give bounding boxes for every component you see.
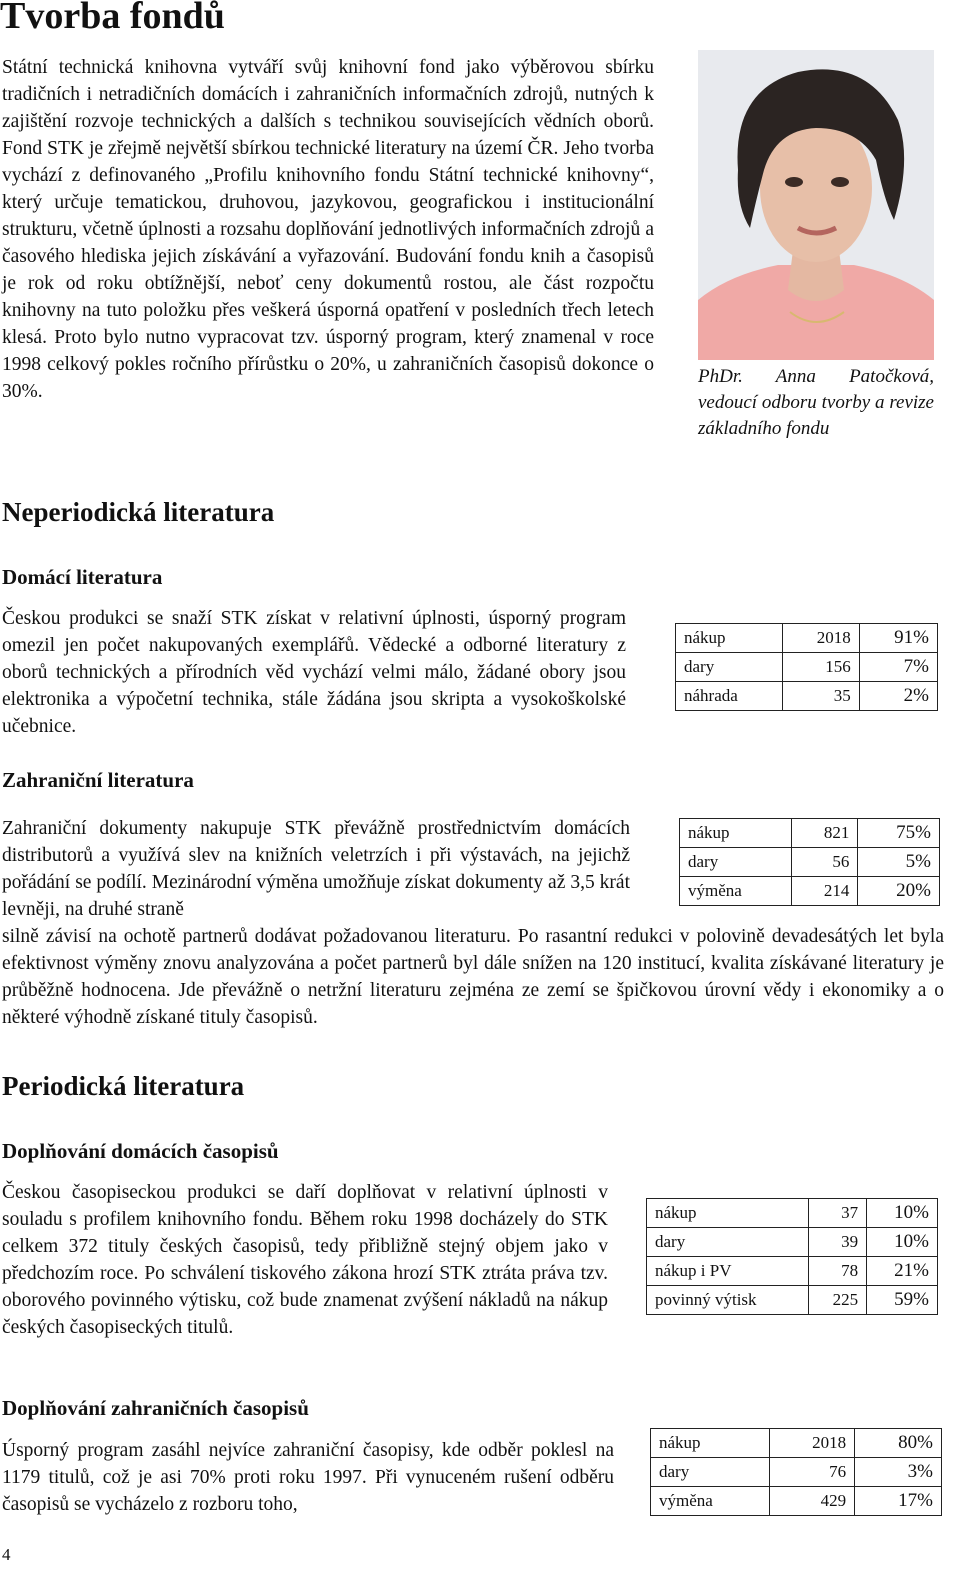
heading-domaci-literatura: Domácí literatura	[2, 565, 163, 589]
table-row: nákup 37 10%	[647, 1199, 938, 1228]
heading-neperiodicka: Neperiodická literatura	[2, 497, 275, 527]
zahranicni-literatura-text-a: Zahraniční dokumenty nakupuje STK převážně prostřednictvím domácích distributorů a využívá slev na knižních veletrzích i při výstavách, na jejichž pořádání se podílí. Mezinárodní výměna umožňuje získat dokumenty až 3,5 krát levněji, na druhé straně	[2, 818, 630, 920]
table-row: dary 76 3%	[651, 1458, 942, 1487]
table-row: nákup 2018 91%	[676, 624, 938, 653]
heading-zahranicni-literatura: Zahraniční literatura	[2, 768, 194, 792]
heading-periodicka: Periodická literatura	[2, 1071, 245, 1101]
photo-caption: PhDr. Anna Patočková, vedoucí odboru tvorby a revize základního fondu	[698, 366, 934, 439]
table-zahranicni-literatura	[679, 818, 940, 906]
table-row: nákup 2018 80%	[651, 1429, 942, 1458]
intro-paragraph: Státní technická knihovna vytváří svůj knihovní fond jako výběrovou sbírku tradičních i netradičních domácích i zahraničních informačních zdrojů, nutných k zajištění rozvoje technických a dalších s technikou souvisejících vědních oborů. Fond STK je zřejmě největší sbírkou technické literatury na území ČR. Jeho tvorba vychází z definovaného „Profilu knihovního fondu Státní technické knihovny“, který určuje tematickou, druhovou, jazykovou, geografickou i institucionální strukturu, včetně úplnosti a rozsahu doplňování jednotlivých informačních zdrojů a časového hlediska jejich získávání a vyřazování. Budování fondu knih a časopisů je rok od roku obtížnější, neboť ceny dokumentů rostou, ale část rozpočtu knihovny na tuto položku přes veškerá úsporná opatření v posledních třech letech klesá. Proto bylo nutno vypracovat tzv. úsporný program, který znamenal v roce 1998 celkový pokles ročního přírůstku o 20%, u zahraničních časopisů dokonce o 30%.	[2, 57, 654, 402]
table-row: nákup i PV 78 21%	[647, 1257, 938, 1286]
table-row: dary 56 5%	[680, 848, 940, 877]
table-row: dary 39 10%	[647, 1228, 938, 1257]
table-domaci-casopisy	[646, 1198, 938, 1315]
table-row: náhrada 35 2%	[676, 682, 938, 711]
domaci-literatura-text: Českou produkci se snaží STK získat v relativní úplnosti, úsporný program omezil jen počet nakupovaných exemplářů. Vědecké a odborné literatury z oborů technických a přírodních věd vychází velmi málo, žádané obory jsou elektronika a výpočetní technika, stále žádána jsou skripta a vysokoškolské učebnice.	[2, 608, 626, 737]
portrait-icon	[698, 50, 934, 360]
table-row: výměna 429 17%	[651, 1487, 942, 1516]
table-row: povinný výtisk 225 59%	[647, 1286, 938, 1315]
domaci-casopisy-text: Českou časopiseckou produkci se daří doplňovat v relativní úplnosti v souladu s profilem knihovního fondu. Během roku 1998 docházely do STK celkem 372 tituly českých časopisů, tedy přibližně stejný objem jako v předchozím roce. Po schválení tiskového zákona hrozí STK ztráta práva tzv. oborového povinného výtisku, což bude znamenat zvýšení nákladů na nákup českých časopiseckých titulů.	[2, 1182, 608, 1338]
zahranicni-casopisy-text: Úsporný program zasáhl nejvíce zahraniční časopisy, kde odběr poklesl na 1179 titulů, což je asi 70% proti roku 1997. Při vynuceném rušení odběru časopisů se vycházelo z rozboru toho,	[2, 1440, 614, 1515]
page-title: Tvorba fondů	[0, 0, 225, 37]
portrait-photo	[698, 50, 934, 360]
heading-domaci-casopisy: Doplňování domácích časopisů	[2, 1139, 279, 1163]
table-domaci-literatura	[675, 623, 938, 711]
table-zahranicni-casopisy	[650, 1428, 942, 1516]
heading-zahranicni-casopisy: Doplňování zahraničních časopisů	[2, 1396, 309, 1420]
table-row: výměna 214 20%	[680, 877, 940, 906]
table-row: dary 156 7%	[676, 653, 938, 682]
zahranicni-literatura-text-b: silně závisí na ochotě partnerů dodávat požadovanou literaturu. Po rasantní redukci v polovině devadesátých let byla efektivnost výměny znovu analyzována a počet partnerů byl dále snížen na 120 institucí, kvalita získávané literatury je průběžně hodnocena. Jde převážně o netržní literaturu zejména ze zemí se špičkovou úrovní vědy i ekonomiky a o některé výhodně získané tituly časopisů.	[2, 926, 944, 1028]
table-row: nákup 821 75%	[680, 819, 940, 848]
page-number: 4	[2, 1545, 11, 1564]
